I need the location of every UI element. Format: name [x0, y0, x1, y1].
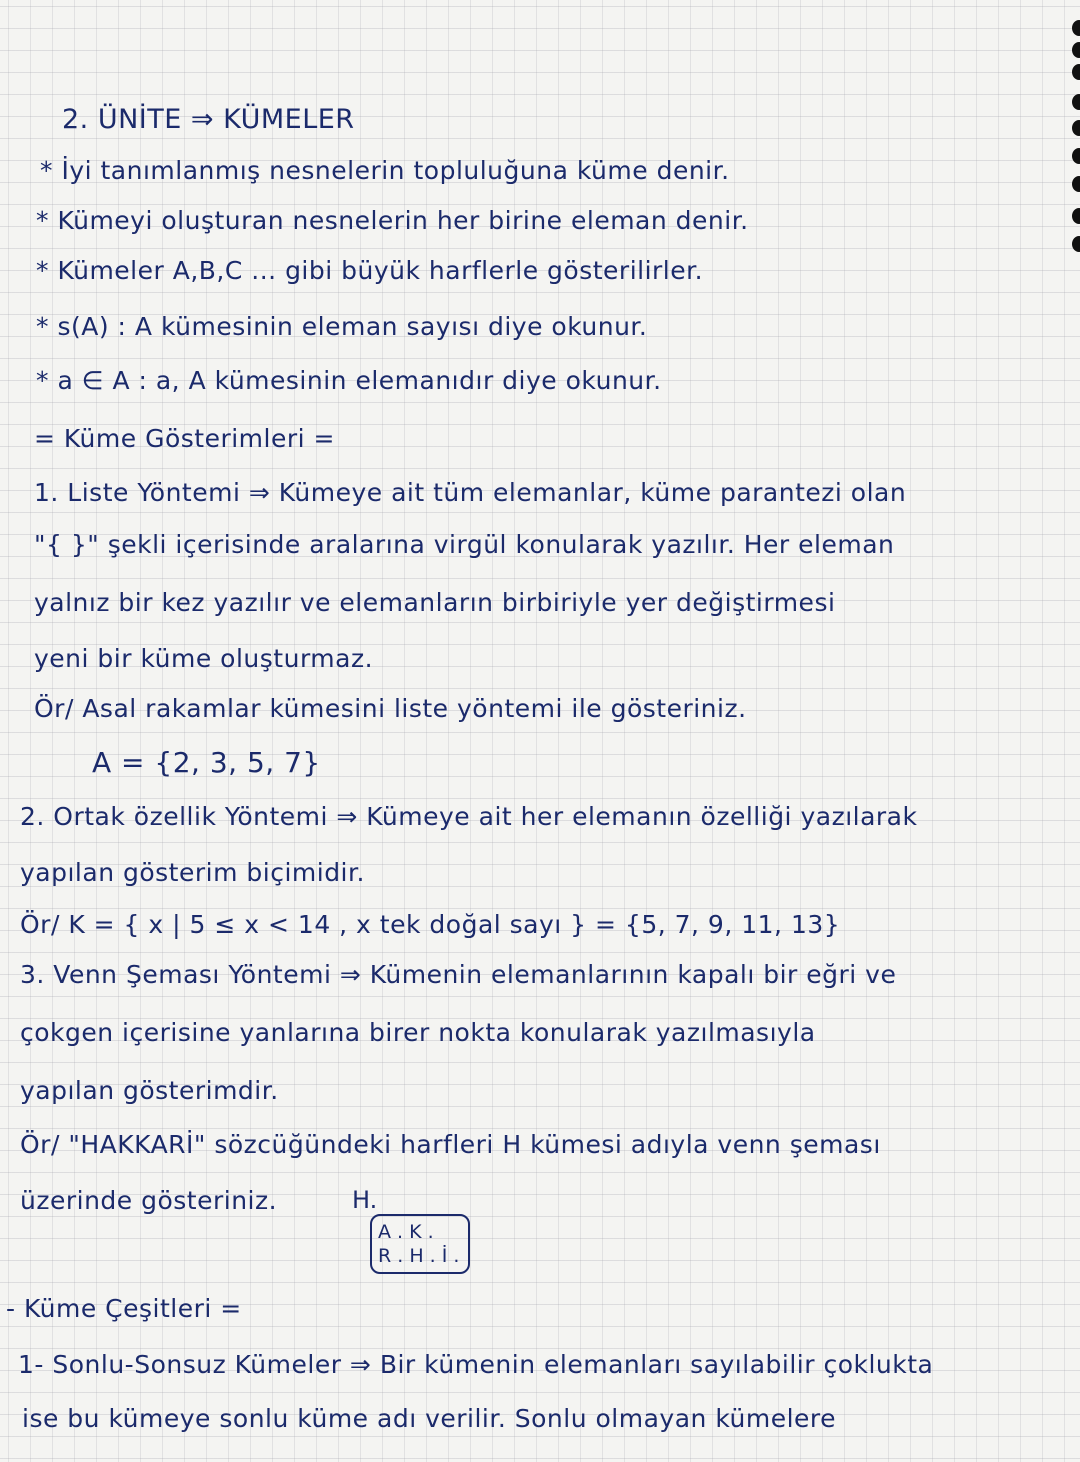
- note-line: * Kümeyi oluşturan nesnelerin her birine eleman denir.: [36, 206, 749, 235]
- binding-hole: [1072, 20, 1080, 36]
- note-line: * İyi tanımlanmış nesnelerin topluluğuna küme denir.: [40, 156, 730, 185]
- note-line: 2. Ortak özellik Yöntemi ⇒ Kümeye ait her elemanın özelliği yazılarak: [20, 802, 918, 831]
- note-line: 1- Sonlu-Sonsuz Kümeler ⇒ Bir kümenin elemanları sayılabilir çoklukta: [18, 1350, 934, 1379]
- note-line: yeni bir küme oluşturmaz.: [34, 644, 374, 673]
- note-line: * a ∈ A : a, A kümesinin elemanıdır diye okunur.: [36, 366, 662, 395]
- note-line: 1. Liste Yöntemi ⇒ Kümeye ait tüm elemanlar, küme parantezi olan: [34, 478, 907, 507]
- section-heading: = Küme Gösterimleri =: [34, 424, 335, 453]
- binding-hole: [1072, 94, 1080, 110]
- binding-holes: [1060, 20, 1080, 280]
- example-line: Ör/ Asal rakamlar kümesini liste yöntemi ile gösteriniz.: [34, 694, 747, 723]
- note-line: 3. Venn Şeması Yöntemi ⇒ Kümenin elemanlarının kapalı bir eğri ve: [20, 960, 897, 989]
- note-line: * Kümeler A,B,C ... gibi büyük harflerle gösterilirler.: [36, 256, 704, 285]
- binding-hole: [1072, 42, 1080, 58]
- binding-hole: [1072, 208, 1080, 224]
- binding-hole: [1072, 120, 1080, 136]
- note-line: ise bu kümeye sonlu küme adı verilir. Sonlu olmayan kümelere: [22, 1404, 837, 1433]
- binding-hole: [1072, 176, 1080, 192]
- note-line: yapılan gösterimdir.: [20, 1076, 279, 1105]
- binding-hole: [1072, 148, 1080, 164]
- venn-diagram: [370, 1214, 470, 1274]
- example-answer: A = {2, 3, 5, 7}: [92, 746, 321, 779]
- note-line: çokgen içerisine yanlarına birer nokta konularak yazılmasıyla: [20, 1018, 816, 1047]
- binding-hole: [1072, 64, 1080, 80]
- note-line: * s(A) : A kümesinin eleman sayısı diye okunur.: [36, 312, 648, 341]
- venn-row: R . H . İ .: [378, 1245, 460, 1267]
- example-line: Ör/ "HAKKARİ" sözcüğündeki harfleri H kümesi adıyla venn şeması: [20, 1130, 881, 1159]
- note-line: "{ }" şekli içerisinde aralarına virgül konularak yazılır. Her eleman: [34, 530, 895, 559]
- section-heading: - Küme Çeşitleri =: [6, 1294, 242, 1323]
- binding-hole: [1072, 236, 1080, 252]
- example-line: Ör/ K = { x | 5 ≤ x < 14 , x tek doğal sayı } = {5, 7, 9, 11, 13}: [20, 910, 841, 939]
- venn-set-label: H.: [352, 1186, 378, 1214]
- page-title: 2. ÜNİTE ⇒ KÜMELER: [62, 104, 355, 135]
- note-line: yalnız bir kez yazılır ve elemanların birbiriyle yer değiştirmesi: [34, 588, 836, 617]
- note-line: yapılan gösterim biçimidir.: [20, 858, 365, 887]
- note-line: üzerinde gösteriniz.: [20, 1186, 278, 1215]
- venn-row: A . K .: [378, 1221, 434, 1243]
